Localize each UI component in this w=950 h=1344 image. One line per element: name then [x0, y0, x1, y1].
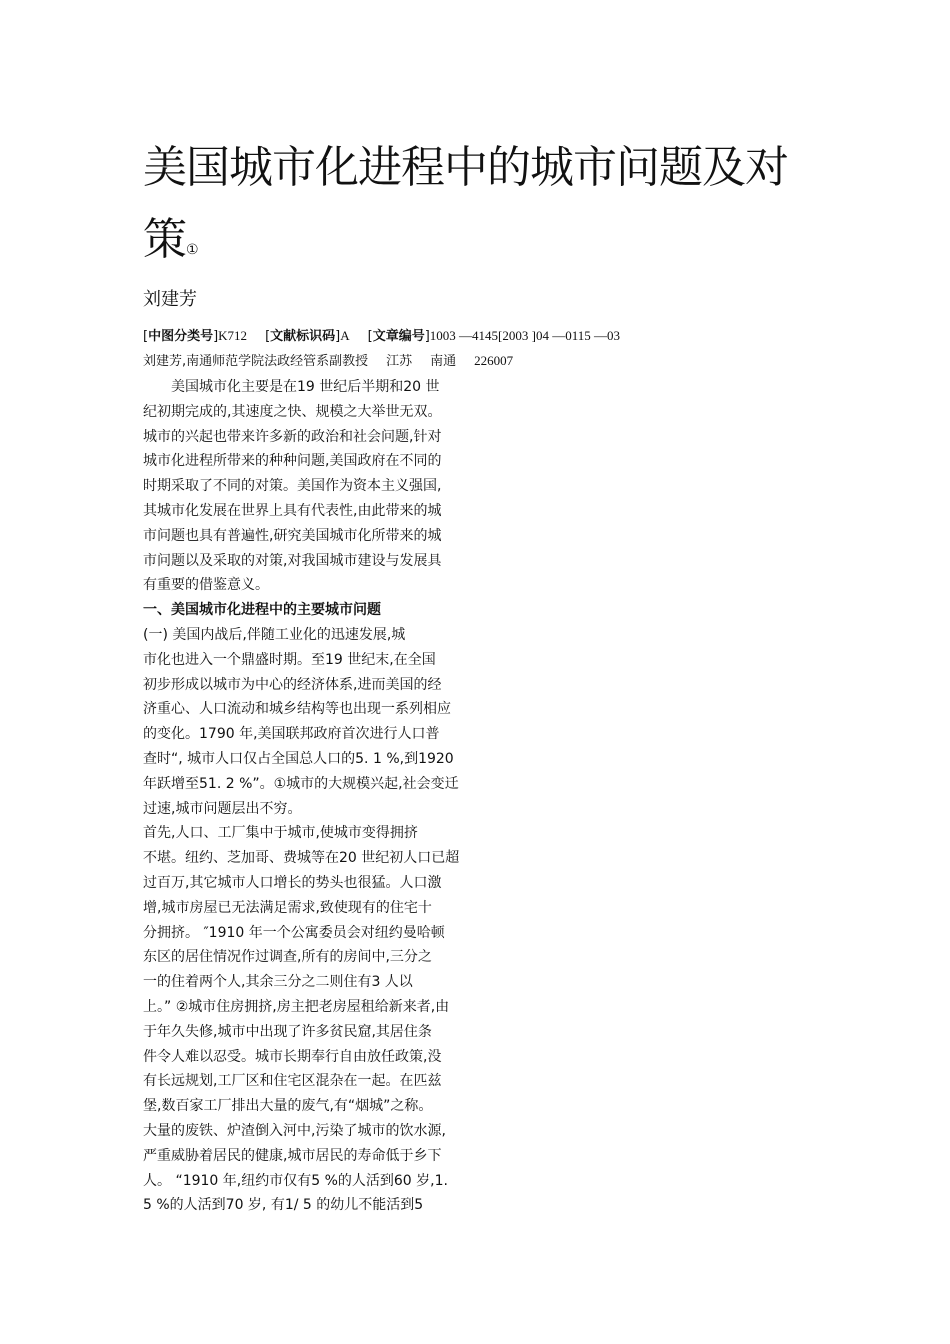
body-line: 过百万,其它城市人口增长的势头也很猛。人口激	[143, 874, 442, 891]
body-line: 有长远规划,工厂区和住宅区混杂在一起。在匹兹	[143, 1073, 442, 1090]
body-line: 人。 “1910 年,纽约市仅有5 %的人活到60 岁,1.	[143, 1172, 448, 1189]
author-name: 刘建芳	[143, 289, 197, 310]
body-line: 增,城市房屋已无法满足需求,致使现有的住宅十	[143, 899, 432, 916]
clc-label: 中图分类号	[148, 329, 214, 344]
body-line: 时期采取了不同的对策。美国作为资本主义强国,	[143, 478, 442, 495]
body-line: 市问题以及采取的对策,对我国城市建设与发展具	[143, 552, 442, 569]
article-number-label: 文章编号	[372, 329, 425, 344]
province: 江苏	[386, 354, 413, 369]
doc-code-label: 文献标识码	[270, 329, 336, 344]
body-line: 上。” ②城市住房拥挤,房主把老房屋租给新来者,由	[143, 998, 450, 1015]
body-line: 堡,数百家工厂排出大量的废气,有“烟城”之称。	[143, 1098, 433, 1115]
title-line-2: 策	[143, 214, 186, 265]
body-line: 的变化。1790 年,美国联邦政府首次进行人口普	[143, 726, 440, 743]
doc-code-value: A	[340, 328, 350, 343]
body-line: 首先,人口、工厂集中于城市,使城市变得拥挤	[143, 825, 418, 842]
body-line: 东区的居住情况作过调查,所有的房间中,三分之	[143, 949, 432, 966]
body-line: 件令人难以忍受。城市长期奉行自由放任政策,没	[143, 1048, 442, 1065]
body-line: 市问题也具有普遍性,研究美国城市化所带来的城	[143, 527, 442, 544]
body-line: 城市化进程所带来的种种问题,美国政府在不同的	[143, 453, 442, 470]
body-line: 查时“, 城市人口仅占全国总人口的5. 1 %,到1920	[143, 750, 454, 767]
body-line: 分拥挤。 ″1910 年一个公寓委员会对纽约曼哈顿	[143, 924, 445, 941]
body-line: 5 %的人活到70 岁, 有1/ 5 的幼儿不能活到5	[143, 1197, 424, 1214]
body-line: 严重威胁着居民的健康,城市居民的寿命低于乡下	[143, 1147, 442, 1164]
article-body	[143, 375, 473, 1218]
classification-line: [中图分类号]K712 [文献标识码]A [文章编号]1003 —4145[2003 ]04 —0115 —03	[143, 328, 620, 344]
body-line: 初步形成以城市为中心的经济体系,进而美国的经	[143, 676, 442, 693]
body-line: 其城市化发展在世界上具有代表性,由此带来的城	[143, 502, 442, 519]
title-line-1: 美国城市化进程中的城市问题及对	[143, 142, 788, 193]
body-line: 大量的废铁、炉渣倒入河中,污染了城市的饮水源,	[143, 1122, 446, 1139]
body-line: 城市的兴起也带来许多新的政治和社会问题,针对	[143, 428, 442, 445]
affiliation: 刘建芳,南通师范学院法政经管系副教授	[143, 354, 369, 369]
body-line: 于年久失修,城市中出现了许多贫民窟,其居住条	[143, 1023, 432, 1040]
body-line: 不堪。纽约、芝加哥、费城等在20 世纪初人口已超	[143, 850, 460, 867]
body-line: 过速,城市问题层出不穷。	[143, 800, 302, 817]
body-line: (一) 美国内战后,伴随工业化的迅速发展,城	[143, 626, 406, 643]
city: 南通	[430, 354, 457, 369]
title-footnote-mark: ①	[186, 242, 199, 258]
section-heading: 一、美国城市化进程中的主要城市问题	[143, 602, 381, 619]
body-line: 有重要的借鉴意义。	[143, 577, 269, 594]
affiliation-line	[143, 352, 513, 371]
article-number-value: 1003 —4145[2003 ]04 —0115 —03	[429, 328, 620, 343]
clc-value: K712	[218, 328, 248, 343]
body-line: 市化也进入一个鼎盛时期。至19 世纪末,在全国	[143, 651, 436, 668]
body-line: 济重心、人口流动和城乡结构等也出现一系列相应	[143, 701, 451, 718]
body-line: 一的住着两个人,其余三分之二则住有3 人以	[143, 974, 413, 991]
postcode: 226007	[474, 353, 514, 368]
body-line: 美国城市化主要是在19 世纪后半期和20 世	[171, 379, 440, 395]
body-line: 年跃增至51. 2 %”。①城市的大规模兴起,社会变迁	[143, 775, 459, 792]
body-line: 纪初期完成的,其速度之快、规模之大举世无双。	[143, 403, 442, 420]
article-title	[143, 132, 823, 286]
